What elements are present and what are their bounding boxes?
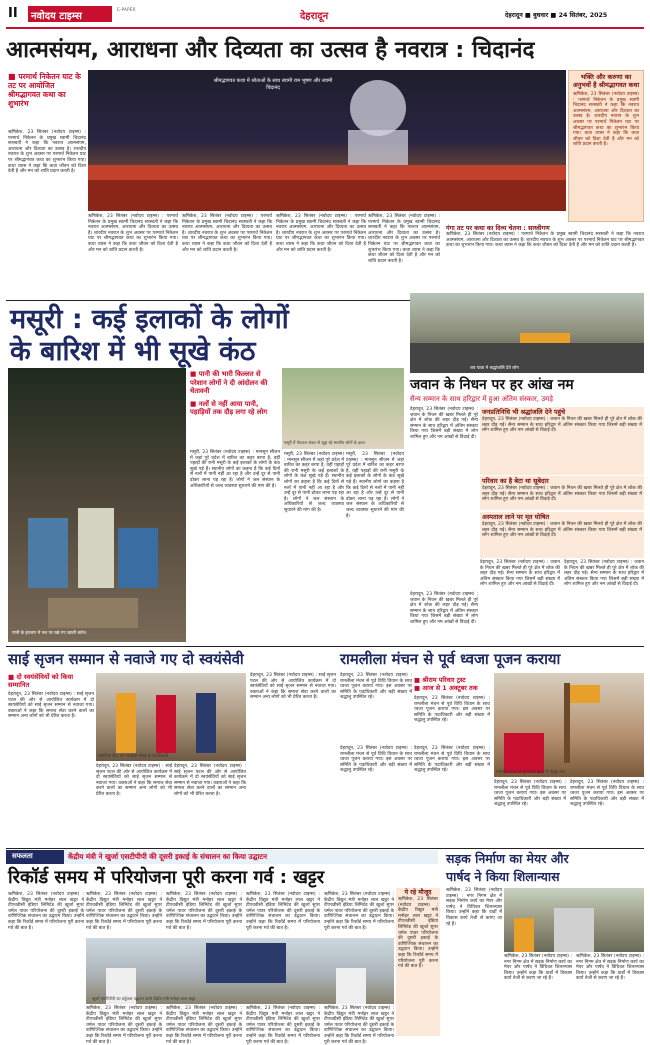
story1-photo-caption: श्रीमद्भागवत कथा में श्रोताओं के साथ स्वामी राम भूषण और स्वामी चिदानंद [213,78,333,91]
story6-col-9: ऋषिकेश, 23 सितंबर (नवोदय टाइम्स) : केंद्रीय विद्युत मंत्री मनोहर लाल खट्टर ने टीएचडीसी इंडिया लिमिटेड की खुर्जा सुपर थर्मल पावर परियोजना की दूसरी इकाई के वाणिज्यिक संचालन का उद्घाटन किया। उन्होंने कहा कि रिकॉर्ड समय में परियोजना पूरी करना गर्व की बात है। [324,1006,394,1045]
story7-col-1: ऋषिकेश, 23 सितंबर (नवोदय टाइम्स) : नगर निगम क्षेत्र में सड़क निर्माण कार्य का मेयर और पार्षद ने विधिवत शिलान्यास किया। उन्होंने कहा कि वार्डों में विकास कार्य तेजी से कराए जा रहे हैं। [446,888,502,927]
story4-photo [96,673,246,761]
story5-photo-caption: रामलीला मंचन से पूर्व ध्वजा पूजन में मौजूद लोग [496,769,566,774]
story6-headline: रिकॉर्ड समय में परियोजना पूरी करना गर्व : खट्टर [8,867,325,888]
story2-bullets [190,370,278,417]
story5-col-1b: देहरादून, 23 सितंबर (नवोदय टाइम्स) : रामलीला मंचन से पूर्व विधि विधान के साथ ध्वजा पूजन कराया गया। इस अवसर पर समिति के पदाधिकारी और बड़ी संख्या में श्रद्धालु उपस्थित रहे। [414,696,490,724]
story5-photo [494,673,644,777]
story2-photo-caption: पानी के इंतजार में नल पर रखे गए खाली बर्तन। [12,631,87,636]
story6-col-8: ऋषिकेश, 23 सितंबर (नवोदय टाइम्स) : केंद्रीय विद्युत मंत्री मनोहर लाल खट्टर ने टीएचडीसी इंडिया लिमिटेड की खुर्जा सुपर थर्मल पावर परियोजना की दूसरी इकाई के वाणिज्यिक संचालन का उद्घाटन किया। उन्होंने कहा कि रिकॉर्ड समय में परियोजना पूरी करना गर्व की बात है। [246,1006,320,1045]
story2-photo2-caption: मसूरी में पेयजल संकट से जूझ रहे स्थानीय लोगों के हाल। [284,440,366,445]
masthead-rule [6,27,644,29]
story2-bullet: ■ पानी की भारी किल्लत से परेशान लोगों ने दी आंदोलन की चेतावनी [190,370,268,395]
story2-col-2: मसूरी, 23 सितंबर (नवोदय टाइम्स) : मानसून सीजन में जहां पूरे प्रदेश में बारिश का कहर बरपा है, वहीं पहाड़ों की रानी मसूरी के कई इलाकों के लोगों के कंठ सूखे पड़े हैं। स्थानीय लोगों का कहना है कि कई दिनों से नलों में पानी नहीं आ रहा है और उन्हें दूर से पानी ढोकर लाना पड़ रहा है। लोगों ने जल संस्थान के अधिकारियों से जल्द व्यवस्था सुधारने की मांग की है। [284,452,344,513]
story6-col-6: ऋषिकेश, 23 सितंबर (नवोदय टाइम्स) : केंद्रीय विद्युत मंत्री मनोहर लाल खट्टर ने टीएचडीसी इंडिया लिमिटेड की खुर्जा सुपर थर्मल पावर परियोजना की दूसरी इकाई के वाणिज्यिक संचालन का उद्घाटन किया। उन्होंने कहा कि रिकॉर्ड समय में परियोजना पूरी करना गर्व की बात है। [86,1006,162,1045]
story1-inset-body: ऋषिकेश, 23 सितंबर (नवोदय टाइम्स) : परमार्थ निकेतन के प्रमुख स्वामी चिदानंद सरस्वती ने कहा कि नवरात्र आत्मसंयम, आराधना और दिव्यता का उत्सव है। शारदीय नवरात्र के शुभ अवसर पर परमार्थ निकेतन घाट पर श्रीमद्भागवत कथा का शुभारंभ किया गया। कथा व्यास ने कहा कि कथा जीवन को दिशा देती है और मन को शांति प्रदान करती है। [573,92,639,148]
story5-bullet: ■ आज से 1 अक्टूबर तक [414,684,478,692]
story1-strip-headline: गंगा तट पर कथा का दिव्य चेतना : साध्वीगण [446,225,550,232]
story4-photo-caption: सम्मानित किए गए स्वयंसेवी संस्था के पदाधिकारी [98,753,168,758]
story5-col-5: देहरादून, 23 सितंबर (नवोदय टाइम्स) : रामलीला मंचन से पूर्व विधि विधान के साथ ध्वजा पूजन कराया गया। इस अवसर पर समिति के पदाधिकारी और बड़ी संख्या में श्रद्धालु उपस्थित रहे। [570,780,644,808]
story3-col-1: देहरादून, 23 सितंबर (नवोदय टाइम्स) : जवान के निधन की खबर मिलते ही पूरे क्षेत्र में शोक की लहर दौड़ गई। सैन्य सम्मान के साथ हरिद्वार में अंतिम संस्कार किया गया जिसमें बड़ी संख्या में लोग शामिल हुए और नम आंखों से विदाई दी। [410,407,478,440]
story4-col-2: देहरादून, 23 सितंबर (नवोदय टाइम्स) : साई सृजन पटल की ओर से आयोजित कार्यक्रम में दो स्वयंसेवियों को साई सृजन सम्मान से नवाजा गया। वक्ताओं ने कहा कि समाज सेवा करने वालों का सम्मान अन्य लोगों को भी प्रेरित करता है। [96,764,172,797]
story2-photo-main [8,368,186,642]
story3-box3-body: देहरादून, 23 सितंबर (नवोदय टाइम्स) : जवान के निधन की खबर मिलते ही पूरे क्षेत्र में शोक की लहर दौड़ गई। सैन्य सम्मान के साथ हरिद्वार में अंतिम संस्कार किया गया जिसमें बड़ी संख्या में लोग शामिल हुए और नम आंखों से विदाई दी। [482,522,642,539]
story5-bullets [414,676,492,692]
story6-photo-art [86,938,394,1004]
story7-headline-1: सड़क निर्माण का मेयर और [446,851,569,866]
masthead [0,0,650,34]
story1-col-3: ऋषिकेश, 23 सितंबर (नवोदय टाइम्स) : परमार्थ निकेतन के प्रमुख स्वामी चिदानंद सरस्वती ने कहा कि नवरात्र आत्मसंयम, आराधना और दिव्यता का उत्सव है। शारदीय नवरात्र के शुभ अवसर पर परमार्थ निकेतन घाट पर श्रीमद्भागवत कथा का शुभारंभ किया गया। कथा व्यास ने कहा कि कथा जीवन को दिशा देती है और मन को शांति प्रदान करती है। [182,214,272,253]
story5-photo-art [494,673,644,777]
story5-col-1: देहरादून, 23 सितंबर (नवोदय टाइम्स) : रामलीला मंचन से पूर्व विधि विधान के साथ ध्वजा पूजन कराया गया। इस अवसर पर समिति के पदाधिकारी और बड़ी संख्या में श्रद्धालु उपस्थित रहे। [340,673,412,701]
paper-tagline: E-PAPER [117,8,136,13]
story1-col-5: ऋषिकेश, 23 सितंबर (नवोदय टाइम्स) : परमार्थ निकेतन के प्रमुख स्वामी चिदानंद सरस्वती ने कहा कि नवरात्र आत्मसंयम, आराधना और दिव्यता का उत्सव है। शारदीय नवरात्र के शुभ अवसर पर परमार्थ निकेतन घाट पर श्रीमद्भागवत कथा का शुभारंभ किया गया। कथा व्यास ने कहा कि कथा जीवन को दिशा देती है और मन को शांति प्रदान करती है। [368,214,440,264]
story6-photo-caption: खुर्जा एसटीपीपी का वर्चुअल उद्घाटन करते केंद्रीय मंत्री मनोहर लाल खट्टर [92,996,196,1001]
story6-sidebox-body: ऋषिकेश, 23 सितंबर (नवोदय टाइम्स) : केंद्रीय विद्युत मंत्री मनोहर लाल खट्टर ने टीएचडीसी इंडिया लिमिटेड की खुर्जा सुपर थर्मल पावर परियोजना की दूसरी इकाई के वाणिज्यिक संचालन का उद्घाटन किया। उन्होंने कहा कि रिकॉर्ड समय में परियोजना पूरी करना गर्व की बात है। [398,897,438,970]
story5-headline: रामलीला मंचन से पूर्व ध्वजा पूजन कराया [340,651,561,668]
story2-col-1: मसूरी, 23 सितंबर (नवोदय टाइम्स) : मानसून सीजन में जहां पूरे प्रदेश में बारिश का कहर बरपा है, वहीं पहाड़ों की रानी मसूरी के कई इलाकों के लोगों के कंठ सूखे पड़े हैं। स्थानीय लोगों का कहना है कि कई दिनों से नलों में पानी नहीं आ रहा है और उन्हें दूर से पानी ढोकर लाना पड़ रहा है। लोगों ने जल संस्थान के अधिकारियों से जल्द व्यवस्था सुधारने की मांग की है। [190,450,280,489]
story4-photo-art [96,673,246,761]
paper-name: नवोदय टाइम्स [31,11,82,22]
story2-headline-2: के बारिश में भी सूखे कंठ [10,336,256,367]
story2-col-3: मसूरी, 23 सितंबर (नवोदय टाइम्स) : मानसून सीजन में जहां पूरे प्रदेश में बारिश का कहर बरपा है, वहीं पहाड़ों की रानी मसूरी के कई इलाकों के लोगों के कंठ सूखे पड़े हैं। स्थानीय लोगों का कहना है कि कई दिनों से नलों में पानी नहीं आ रहा है और उन्हें दूर से पानी ढोकर लाना पड़ रहा है। लोगों ने जल संस्थान के अधिकारियों से जल्द व्यवस्था सुधारने की मांग की है। [346,452,404,519]
story6-col-3: ऋषिकेश, 23 सितंबर (नवोदय टाइम्स) : केंद्रीय विद्युत मंत्री मनोहर लाल खट्टर ने टीएचडीसी इंडिया लिमिटेड की खुर्जा सुपर थर्मल पावर परियोजना की दूसरी इकाई के वाणिज्यिक संचालन का उद्घाटन किया। उन्होंने कहा कि रिकॉर्ड समय में परियोजना पूरी करना गर्व की बात है। [166,892,242,931]
story6-col-7: ऋषिकेश, 23 सितंबर (नवोदय टाइम्स) : केंद्रीय विद्युत मंत्री मनोहर लाल खट्टर ने टीएचडीसी इंडिया लिमिटेड की खुर्जा सुपर थर्मल पावर परियोजना की दूसरी इकाई के वाणिज्यिक संचालन का उद्घाटन किया। उन्होंने कहा कि रिकॉर्ड समय में परियोजना पूरी करना गर्व की बात है। [166,1006,242,1045]
story3-box2-title: परिवार का है बेटा था सूबेदार [482,477,549,485]
story3-box1-body: देहरादून, 23 सितंबर (नवोदय टाइम्स) : जवान के निधन की खबर मिलते ही पूरे क्षेत्र में शोक की लहर दौड़ गई। सैन्य सम्मान के साथ हरिद्वार में अंतिम संस्कार किया गया जिसमें बड़ी संख्या में लोग शामिल हुए और नम आंखों से विदाई दी। [482,417,642,434]
story4-col-3: देहरादून, 23 सितंबर (नवोदय टाइम्स) : साई सृजन पटल की ओर से आयोजित कार्यक्रम में दो स्वयंसेवियों को साई सृजन सम्मान से नवाजा गया। वक्ताओं ने कहा कि समाज सेवा करने वालों का सम्मान अन्य लोगों को भी प्रेरित करता है। [174,764,246,797]
story7-photo [504,888,644,952]
story3-col-3: देहरादून, 23 सितंबर (नवोदय टाइम्स) : जवान के निधन की खबर मिलते ही पूरे क्षेत्र में शोक की लहर दौड़ गई। सैन्य सम्मान के साथ हरिद्वार में अंतिम संस्कार किया गया जिसमें बड़ी संख्या में लोग शामिल हुए और नम आंखों से विदाई दी। [480,560,560,588]
dateline: देहरादून ■ बुधवार ■ 24 सितंबर, 2025 [505,12,608,19]
story7-col-2: ऋषिकेश, 23 सितंबर (नवोदय टाइम्स) : नगर निगम क्षेत्र में सड़क निर्माण कार्य का मेयर और पार्षद ने विधिवत शिलान्यास किया। उन्होंने कहा कि वार्डों में विकास कार्य तेजी से कराए जा रहे हैं। [504,954,572,982]
story4-bullet: ■ दो स्वयंसेवियों को किया सम्मानित [8,673,74,689]
story7-headline-2: पार्षद ने किया शिलान्यास [446,869,560,884]
story5-col-4: देहरादून, 23 सितंबर (नवोदय टाइम्स) : रामलीला मंचन से पूर्व विधि विधान के साथ ध्वजा पूजन कराया गया। इस अवसर पर समिति के पदाधिकारी और बड़ी संख्या में श्रद्धालु उपस्थित रहे। [494,780,566,808]
story1-bullet: ■ परमार्थ निकेतन घाट के तट पर आयोजित श्रीमद्भागवत कथा का शुभारंभ [8,72,81,108]
story4-headline: साई सृजन सम्मान से नवाजे गए दो स्वयंसेवी [8,651,244,668]
story5-bullet: ■ श्रीराम परिवार ट्रस्ट [414,676,466,684]
story1-col-4: ऋषिकेश, 23 सितंबर (नवोदय टाइम्स) : परमार्थ निकेतन के प्रमुख स्वामी चिदानंद सरस्वती ने कहा कि नवरात्र आत्मसंयम, आराधना और दिव्यता का उत्सव है। शारदीय नवरात्र के शुभ अवसर पर परमार्थ निकेतन घाट पर श्रीमद्भागवत कथा का शुभारंभ किया गया। कथा व्यास ने कहा कि कथा जीवन को दिशा देती है और मन को शांति प्रदान करती है। [276,214,366,253]
story2-photo-secondary [282,368,404,449]
story4-col-1: देहरादून, 23 सितंबर (नवोदय टाइम्स) : साई सृजन पटल की ओर से आयोजित कार्यक्रम में दो स्वयंसेवियों को साई सृजन सम्मान से नवाजा गया। वक्ताओं ने कहा कि समाज सेवा करने वालों का सम्मान अन्य लोगों को भी प्रेरित करता है। [8,692,94,720]
story6-sidebox-title: ये रहे मौजूद [404,889,432,896]
story3-box1 [480,407,644,475]
story3-col-4: देहरादून, 23 सितंबर (नवोदय टाइम्स) : जवान के निधन की खबर मिलते ही पूरे क्षेत्र में शोक की लहर दौड़ गई। सैन्य सम्मान के साथ हरिद्वार में अंतिम संस्कार किया गया जिसमें बड़ी संख्या में लोग शामिल हुए और नम आंखों से विदाई दी। [564,560,644,588]
story7-col-3: ऋषिकेश, 23 सितंबर (नवोदय टाइम्स) : नगर निगम क्षेत्र में सड़क निर्माण कार्य का मेयर और पार्षद ने विधिवत शिलान्यास किया। उन्होंने कहा कि वार्डों में विकास कार्य तेजी से कराए जा रहे हैं। [576,954,644,982]
story1-inset [568,70,644,222]
story2-bullet: ■ नलों से नहीं आया पानी, पहाड़ियों तक दौड़ लगा रहे लोग [190,399,268,416]
story5-col-3: देहरादून, 23 सितंबर (नवोदय टाइम्स) : रामलीला मंचन से पूर्व विधि विधान के साथ ध्वजा पूजन कराया गया। इस अवसर पर समिति के पदाधिकारी और बड़ी संख्या में श्रद्धालु उपस्थित रहे। [414,746,490,774]
divider-2 [6,646,644,647]
story5-col-2: देहरादून, 23 सितंबर (नवोदय टाइम्स) : रामलीला मंचन से पूर्व विधि विधान के साथ ध्वजा पूजन कराया गया। इस अवसर पर समिति के पदाधिकारी और बड़ी संख्या में श्रद्धालु उपस्थित रहे। [340,746,412,774]
story6-strap: केंद्रीय मंत्री ने खुर्जा एसटीपीपी की दूसरी इकाई के संचालन का किया उद्घाटन [68,852,267,861]
section-label: देहरादून [300,11,329,22]
story6-col-5: ऋषिकेश, 23 सितंबर (नवोदय टाइम्स) : केंद्रीय विद्युत मंत्री मनोहर लाल खट्टर ने टीएचडीसी इंडिया लिमिटेड की खुर्जा सुपर थर्मल पावर परियोजना की दूसरी इकाई के वाणिज्यिक संचालन का उद्घाटन किया। उन्होंने कहा कि रिकॉर्ड समय में परियोजना पूरी करना गर्व की बात है। [324,892,394,931]
story6-col-4: ऋषिकेश, 23 सितंबर (नवोदय टाइम्स) : केंद्रीय विद्युत मंत्री मनोहर लाल खट्टर ने टीएचडीसी इंडिया लिमिटेड की खुर्जा सुपर थर्मल पावर परियोजना की दूसरी इकाई के वाणिज्यिक संचालन का उद्घाटन किया। उन्होंने कहा कि रिकॉर्ड समय में परियोजना पूरी करना गर्व की बात है। [246,892,320,931]
story7-photo-art [504,888,644,952]
page-number: II [8,6,18,21]
story4-bullets [8,673,94,689]
story3-col-2: देहरादून, 23 सितंबर (नवोदय टाइम्स) : जवान के निधन की खबर मिलते ही पूरे क्षेत्र में शोक की लहर दौड़ गई। सैन्य सम्मान के साथ हरिद्वार में अंतिम संस्कार किया गया जिसमें बड़ी संख्या में लोग शामिल हुए और नम आंखों से विदाई दी। [410,592,478,625]
divider-3 [6,848,644,849]
story3-box2-body: देहरादून, 23 सितंबर (नवोदय टाइम्स) : जवान के निधन की खबर मिलते ही पूरे क्षेत्र में शोक की लहर दौड़ गई। सैन्य सम्मान के साथ हरिद्वार में अंतिम संस्कार किया गया जिसमें बड़ी संख्या में लोग शामिल हुए और नम आंखों से विदाई दी। [482,486,642,503]
story3-photo [410,293,644,373]
story3-box1-title: जनप्रतिनिधि भी श्रद्धांजलि देने पहुंचे [482,408,566,416]
story3-photo-caption: शव यात्रा में श्रद्धांजलि देते लोग [470,366,519,371]
story1-col-left: ऋषिकेश, 23 सितंबर (नवोदय टाइम्स) : परमार्थ निकेतन के प्रमुख स्वामी चिदानंद सरस्वती ने कहा कि नवरात्र आत्मसंयम, आराधना और दिव्यता का उत्सव है। शारदीय नवरात्र के शुभ अवसर पर परमार्थ निकेतन घाट पर श्रीमद्भागवत कथा का शुभारंभ किया गया। कथा व्यास ने कहा कि कथा जीवन को दिशा देती है और मन को शांति प्रदान करती है। [8,130,86,175]
story2-photo-art [8,368,186,642]
story6-col-1: ऋषिकेश, 23 सितंबर (नवोदय टाइम्स) : केंद्रीय विद्युत मंत्री मनोहर लाल खट्टर ने टीएचडीसी इंडिया लिमिटेड की खुर्जा सुपर थर्मल पावर परियोजना की दूसरी इकाई के वाणिज्यिक संचालन का उद्घाटन किया। उन्होंने कहा कि रिकॉर्ड समय में परियोजना पूरी करना गर्व की बात है। [8,892,84,931]
story2-headline-1: मसूरी : कई इलाकों के लोगों [10,304,289,335]
story1-strip-body: ऋषिकेश, 23 सितंबर (नवोदय टाइम्स) : परमार्थ निकेतन के प्रमुख स्वामी चिदानंद सरस्वती ने कहा कि नवरात्र आत्मसंयम, आराधना और दिव्यता का उत्सव है। शारदीय नवरात्र के शुभ अवसर पर परमार्थ निकेतन घाट पर श्रीमद्भागवत कथा का शुभारंभ किया गया। कथा व्यास ने कहा कि कथा जीवन को दिशा देती है और मन को शांति प्रदान करती है। [446,232,644,249]
story3-box3 [480,512,644,558]
story3-photo-art [410,293,644,373]
story4-col-4: देहरादून, 23 सितंबर (नवोदय टाइम्स) : साई सृजन पटल की ओर से आयोजित कार्यक्रम में दो स्वयंसेवियों को साई सृजन सम्मान से नवाजा गया। वक्ताओं ने कहा कि समाज सेवा करने वालों का सम्मान अन्य लोगों को भी प्रेरित करता है। [250,673,336,701]
story6-sidebox [396,888,440,1036]
story6-kicker-text: सफलता [12,852,33,860]
story6-photo [86,938,394,1004]
story6-col-2: ऋषिकेश, 23 सितंबर (नवोदय टाइम्स) : केंद्रीय विद्युत मंत्री मनोहर लाल खट्टर ने टीएचडीसी इंडिया लिमिटेड की खुर्जा सुपर थर्मल पावर परियोजना की दूसरी इकाई के वाणिज्यिक संचालन का उद्घाटन किया। उन्होंने कहा कि रिकॉर्ड समय में परियोजना पूरी करना गर्व की बात है। [86,892,162,931]
story1-photo [88,70,566,211]
story3-subhead: सैन्य सम्मान के साथ हरिद्वार में हुआ अंतिम संस्कार, उमड़े [410,395,553,403]
story1-headline: आत्मसंयम, आराधना और दिव्यता का उत्सव है नवरात्र : चिदानंद [6,37,535,63]
story1-bullets [8,72,88,108]
story3-box2 [480,476,644,510]
story3-box3-title: अस्पताल लाने पर मृत घोषित [482,513,550,521]
story1-photo-art [88,70,566,211]
story1-inset-title: भक्ति और करुणा का अनुभवों है श्रीमद्भागवत कथा [572,73,640,89]
story1-col-2: ऋषिकेश, 23 सितंबर (नवोदय टाइम्स) : परमार्थ निकेतन के प्रमुख स्वामी चिदानंद सरस्वती ने कहा कि नवरात्र आत्मसंयम, आराधना और दिव्यता का उत्सव है। शारदीय नवरात्र के शुभ अवसर पर परमार्थ निकेतन घाट पर श्रीमद्भागवत कथा का शुभारंभ किया गया। कथा व्यास ने कहा कि कथा जीवन को दिशा देती है और मन को शांति प्रदान करती है। [88,214,178,253]
story3-headline: जवान के निधन पर हर आंख नम [410,377,574,393]
story6-strap-bar [6,850,438,864]
